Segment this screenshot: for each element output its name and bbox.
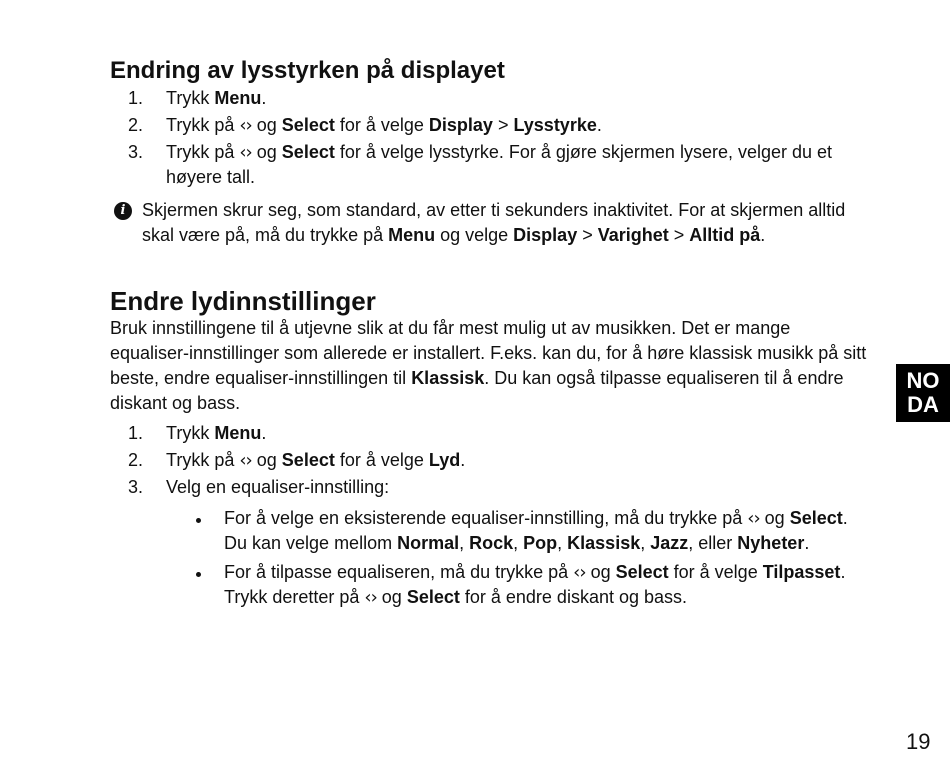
section-title-sound: Endre lydinnstillinger — [110, 286, 376, 316]
list-item: 1. Trykk Menu. — [128, 88, 267, 108]
left-right-arrows-icon: ‹› — [573, 562, 586, 583]
info-icon: i — [114, 202, 132, 220]
brightness-steps — [110, 86, 870, 192]
list-item: 2. Trykk på ‹› og Select for å velge Display > Lysstyrke. — [128, 115, 602, 136]
language-tab-line1: NO — [906, 368, 940, 393]
list-item: 3. Velg en equaliser-innstilling: — [128, 477, 390, 497]
left-right-arrows-icon: ‹› — [239, 142, 252, 163]
sound-steps — [110, 421, 870, 502]
left-right-arrows-icon: ‹› — [364, 587, 377, 608]
sound-intro: Bruk innstillingene til å utjevne slik at du får mest mulig ut av musikken. Det er mange equaliser-innstillinger som allerede er installert. F.eks. kan du, for å høre klassisk musikk på sitt beste, endre equaliser-innstillingen til Klassisk. Du kan også tilpasse equaliseren til å endre diskant og bass. — [110, 318, 867, 413]
language-tab — [896, 364, 950, 422]
left-right-arrows-icon: ‹› — [239, 115, 252, 136]
left-right-arrows-icon: ‹› — [239, 450, 252, 471]
equalizer-bullets — [110, 506, 870, 614]
list-item: For å velge en eksisterende equaliser-innstilling, må du trykke på ‹› og Select. Du kan velge mellom Normal, Rock, Pop, Klassisk, Jazz, eller Nyheter. — [110, 506, 870, 556]
bullet-dot — [196, 572, 201, 577]
list-item: For å tilpasse equaliseren, må du trykke på ‹› og Select for å velge Tilpasset. Trykk deretter på ‹› og Select for å endre diskant og bass. — [110, 560, 870, 610]
list-item: 2. Trykk på ‹› og Select for å velge Lyd. — [128, 450, 466, 471]
section-title-brightness: Endring av lysstyrken på displayet — [110, 57, 505, 84]
list-item: 1. Trykk Menu. — [128, 423, 267, 443]
language-tab-line2: DA — [907, 392, 939, 417]
info-note: i Skjermen skrur seg, som standard, av etter ti sekunders inaktivitet. For at skjermen alltid skal være på, må du trykke på Menu og velge Display > Varighet > Alltid på. — [112, 198, 862, 248]
page-number: 19 — [906, 729, 931, 754]
list-item: 3. Trykk på ‹› og Select for å velge lysstyrke. For å gjøre skjermen lysere, velger du et høyere tall. — [128, 142, 833, 187]
left-right-arrows-icon: ‹› — [747, 508, 760, 529]
bullet-dot — [196, 518, 201, 523]
